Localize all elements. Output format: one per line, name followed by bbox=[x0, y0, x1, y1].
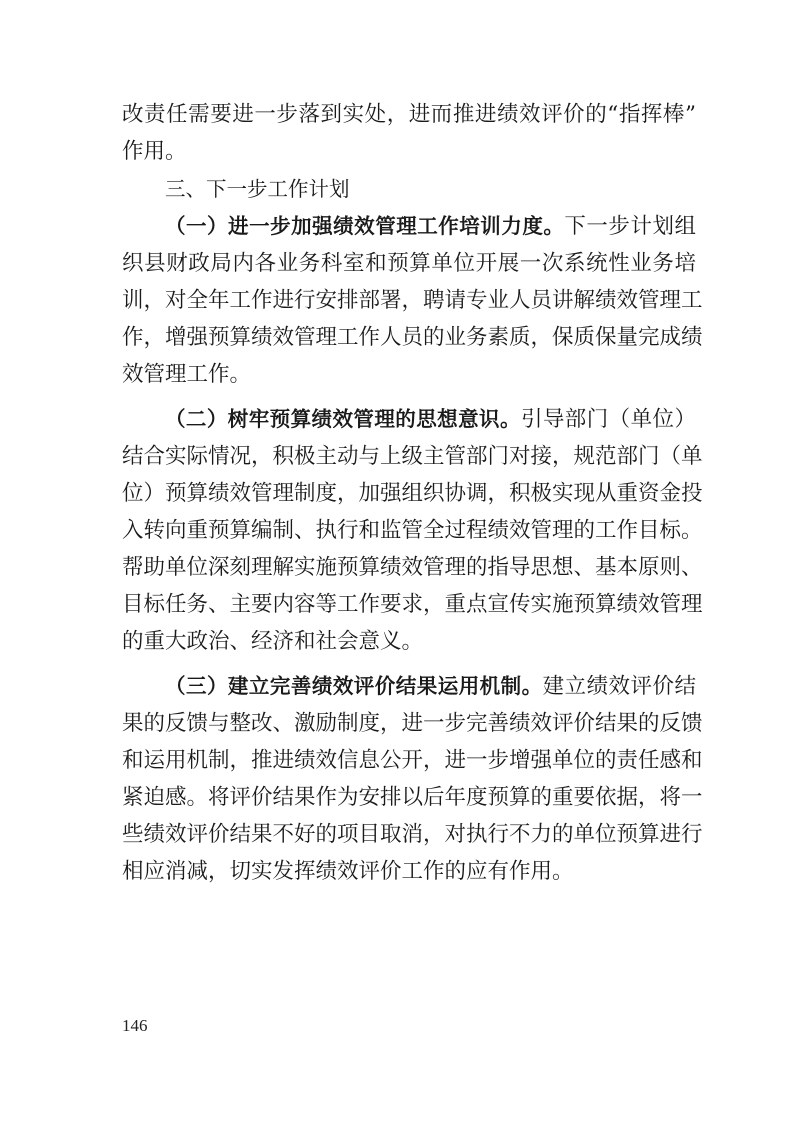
text-line: 相应消减，切实发挥绩效评价工作的应有作用。 bbox=[122, 859, 574, 884]
text-line: 和运用机制，推进绩效信息公开，进一步增强单位的责任感和 bbox=[122, 748, 703, 773]
text-line: 位）预算绩效管理制度，加强组织协调，积极实现从重资金投 bbox=[122, 481, 703, 506]
text-line: 的重大政治、经济和社会意义。 bbox=[122, 629, 424, 654]
text-line: 些绩效评价结果不好的项目取消，对执行不力的单位预算进行 bbox=[122, 822, 703, 847]
paragraph-first-line bbox=[122, 401, 696, 438]
text-line: 结合实际情况，积极主动与上级主管部门对接，规范部门（单 bbox=[122, 444, 703, 469]
text-line: 帮助单位深刻理解实施预算绩效管理的指导思想、基本原则、 bbox=[122, 555, 703, 580]
document-body bbox=[122, 96, 703, 890]
section-heading: 三、下一步工作计划 bbox=[165, 177, 350, 201]
text-line: 作，增强预算绩效管理工作人员的业务素质，保质保量完成绩 bbox=[122, 325, 703, 350]
paragraph-heading: （二）树牢预算绩效管理的思想意识。 bbox=[165, 407, 521, 431]
text-line: 入转向重预算编制、执行和监管全过程绩效管理的工作目标。 bbox=[122, 518, 703, 543]
text-span: 建立绩效评价结 bbox=[542, 674, 696, 699]
text-line: 果的反馈与整改、激励制度，进一步完善绩效评价结果的反馈 bbox=[122, 711, 703, 736]
text-line: 作用。 bbox=[122, 139, 187, 164]
paragraph-first-line bbox=[122, 668, 696, 705]
text-line: 目标任务、主要内容等工作要求，重点宣传实施预算绩效管理 bbox=[122, 592, 703, 617]
page-number: 146 bbox=[122, 1016, 148, 1035]
text-span: 下一步计划组 bbox=[564, 214, 696, 239]
text-line: 训，对全年工作进行安排部署，聘请专业人员讲解绩效管理工 bbox=[122, 288, 703, 313]
text-line: 效管理工作。 bbox=[122, 362, 252, 387]
text-line: 紧迫感。将评价结果作为安排以后年度预算的重要依据，将一 bbox=[122, 785, 703, 810]
text-line: 织县财政局内各业务科室和预算单位开展一次系统性业务培 bbox=[122, 251, 696, 276]
text-span: 引导部门（单位） bbox=[520, 407, 696, 432]
text-line: 改责任需要进一步落到实处，进而推进绩效评价的“指挥棒” bbox=[122, 102, 696, 127]
paragraph-heading: （三）建立完善绩效评价结果运用机制。 bbox=[165, 674, 543, 698]
paragraph-heading: （一）进一步加强绩效管理工作培训力度。 bbox=[165, 214, 565, 238]
paragraph-first-line bbox=[122, 208, 696, 245]
